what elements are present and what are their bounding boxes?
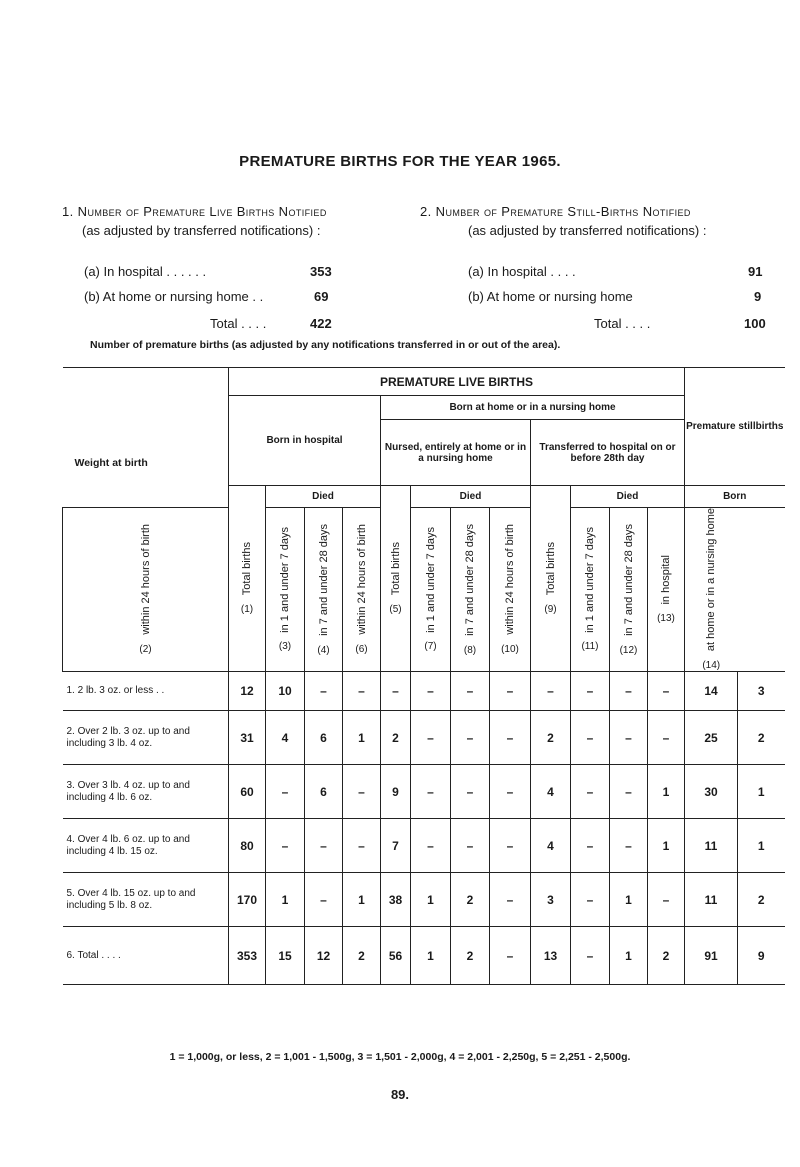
value-cell: – (610, 711, 648, 765)
value-cell: – (305, 819, 343, 873)
value-cell: 1 (343, 873, 381, 927)
value-cell: 1 (411, 927, 451, 985)
value-cell: 3 (531, 873, 571, 927)
value-cell: 9 (738, 927, 785, 985)
section1-heading: 1. Number of Premature Live Births Notified (62, 204, 327, 219)
value-cell: 170 (229, 873, 266, 927)
col-2-header: within 24 hours of birth (2) (63, 508, 229, 672)
value-cell: 15 (266, 927, 305, 985)
value-cell: – (305, 873, 343, 927)
s1-a-value: 353 (310, 264, 332, 279)
value-cell: – (381, 672, 411, 711)
premature-births-table (62, 367, 785, 985)
table-row (63, 765, 785, 819)
value-cell: – (411, 765, 451, 819)
died-header-2: Died (411, 486, 531, 508)
s2-a-value: 91 (748, 264, 763, 279)
value-cell: 4 (266, 711, 305, 765)
weight-cell: 1. 2 lb. 3 oz. or less . . (63, 672, 229, 711)
value-cell: 2 (451, 927, 490, 985)
value-cell: – (411, 819, 451, 873)
value-cell: 7 (381, 819, 411, 873)
s2-total-value: 100 (744, 316, 766, 331)
value-cell: 14 (685, 672, 738, 711)
s2-b-value: 9 (754, 289, 762, 304)
value-cell: 1 (343, 711, 381, 765)
value-cell: 31 (229, 711, 266, 765)
page-number: 89. (390, 1087, 410, 1102)
live-births-header: PREMATURE LIVE BIRTHS (229, 368, 685, 396)
value-cell: 1 (648, 819, 685, 873)
value-cell: 13 (531, 927, 571, 985)
value-cell: – (266, 765, 305, 819)
value-cell: – (411, 711, 451, 765)
value-cell: 3 (738, 672, 785, 711)
section1-sub: (as adjusted by transferred notifications) : (82, 223, 321, 238)
value-cell: 11 (685, 873, 738, 927)
born-hospital-header: Born in hospital (229, 396, 381, 486)
value-cell: 2 (648, 927, 685, 985)
value-cell: – (571, 765, 610, 819)
value-cell: – (490, 711, 531, 765)
col-5-header: Total births (5) (381, 486, 411, 672)
value-cell: 6 (305, 711, 343, 765)
value-cell: – (490, 819, 531, 873)
value-cell: – (451, 819, 490, 873)
value-cell: – (490, 927, 531, 985)
value-cell: 1 (738, 765, 785, 819)
value-cell: 1 (738, 819, 785, 873)
value-cell: 60 (229, 765, 266, 819)
weight-header: Weight at birth (74, 456, 148, 469)
value-cell: – (343, 765, 381, 819)
value-cell: – (571, 819, 610, 873)
value-cell: 2 (531, 711, 571, 765)
col-7-header: in 1 and under 7 days (7) (411, 508, 451, 672)
value-cell: – (305, 672, 343, 711)
value-cell: 1 (648, 765, 685, 819)
table-row (63, 819, 785, 873)
s2-b-label: (b) At home or nursing home (468, 289, 633, 304)
s1-a-label: (a) In hospital . . . . . . (84, 264, 207, 279)
value-cell: – (490, 873, 531, 927)
value-cell: 6 (305, 765, 343, 819)
value-cell: 2 (738, 873, 785, 927)
value-cell: 4 (531, 765, 571, 819)
col-6-header: within 24 hours of birth (6) (343, 508, 381, 672)
value-cell: 25 (685, 711, 738, 765)
value-cell: – (411, 672, 451, 711)
col-11-header: in 1 and under 7 days (11) (571, 508, 610, 672)
table-row (63, 711, 785, 765)
value-cell: 2 (738, 711, 785, 765)
value-cell: – (648, 672, 685, 711)
value-cell: – (343, 819, 381, 873)
value-cell: 1 (610, 873, 648, 927)
value-cell: – (571, 873, 610, 927)
table-row (63, 873, 785, 927)
s2-total-label: Total . . . . (594, 316, 651, 331)
born-header: Born (685, 486, 785, 508)
value-cell: 56 (381, 927, 411, 985)
died-header-3: Died (571, 486, 685, 508)
value-cell: – (451, 672, 490, 711)
value-cell: – (490, 672, 531, 711)
value-cell: – (531, 672, 571, 711)
value-cell: 38 (381, 873, 411, 927)
value-cell: – (610, 819, 648, 873)
value-cell: – (610, 672, 648, 711)
stillbirths-header: Premature stillbirths (685, 368, 785, 486)
value-cell: 1 (411, 873, 451, 927)
value-cell: – (571, 927, 610, 985)
value-cell: – (490, 765, 531, 819)
s1-b-value: 69 (314, 289, 329, 304)
value-cell: – (648, 873, 685, 927)
section-live-births (62, 202, 442, 240)
died-header-1: Died (266, 486, 381, 508)
s1-total-value: 422 (310, 316, 332, 331)
col-14-header: at home or in a nursing home (14) (685, 508, 738, 672)
weight-cell: 5. Over 4 lb. 15 oz. up to and including 5 lb. 8 oz. (63, 873, 229, 927)
value-cell: 9 (381, 765, 411, 819)
footnote: 1 = 1,000g, or less, 2 = 1,001 - 1,500g, 3 = 1,501 - 2,000g, 4 = 2,001 - 2,250g, 5 = 2,251 - 2,500g. (169, 1051, 631, 1063)
page-title: PREMATURE BIRTHS FOR THE YEAR 1965. (239, 153, 561, 170)
col-10-header: within 24 hours of birth (10) (490, 508, 531, 672)
value-cell: – (648, 711, 685, 765)
value-cell: 80 (229, 819, 266, 873)
transferred-header: Transferred to hospital on or before 28th day (531, 420, 685, 486)
col-9-header: Total births (9) (531, 486, 571, 672)
col-4-header: in 7 and under 28 days (4) (305, 508, 343, 672)
value-cell: 12 (229, 672, 266, 711)
weight-header-cell (63, 368, 229, 508)
table-note: Number of premature births (as adjusted by any notifications transferred in or out of the area). (90, 339, 561, 351)
value-cell: – (571, 711, 610, 765)
col-3-header: in 1 and under 7 days (3) (266, 508, 305, 672)
weight-cell: 2. Over 2 lb. 3 oz. up to and including 3 lb. 4 oz. (63, 711, 229, 765)
value-cell: 30 (685, 765, 738, 819)
value-cell: 91 (685, 927, 738, 985)
col-8-header: in 7 and under 28 days (8) (451, 508, 490, 672)
s1-b-label: (b) At home or nursing home . . (84, 289, 264, 304)
s2-a-label: (a) In hospital . . . . (468, 264, 576, 279)
value-cell: 1 (610, 927, 648, 985)
value-cell: – (610, 765, 648, 819)
weight-cell: 4. Over 4 lb. 6 oz. up to and including 4 lb. 15 oz. (63, 819, 229, 873)
value-cell: 12 (305, 927, 343, 985)
value-cell: 4 (531, 819, 571, 873)
weight-cell: 6. Total . . . . (63, 927, 229, 985)
value-cell: 11 (685, 819, 738, 873)
value-cell: 2 (343, 927, 381, 985)
value-cell: – (571, 672, 610, 711)
value-cell: 10 (266, 672, 305, 711)
value-cell: 353 (229, 927, 266, 985)
section2-sub: (as adjusted by transferred notifications) : (468, 223, 707, 238)
value-cell: 1 (266, 873, 305, 927)
section-still-births (420, 202, 790, 240)
value-cell: – (266, 819, 305, 873)
table-body (63, 672, 785, 985)
table-row (63, 927, 785, 985)
col-13-header: in hospital (13) (648, 508, 685, 672)
value-cell: 2 (381, 711, 411, 765)
value-cell: – (451, 765, 490, 819)
table-row (63, 672, 785, 711)
nursed-home-header: Nursed, entirely at home or in a nursing home (381, 420, 531, 486)
weight-cell: 3. Over 3 lb. 4 oz. up to and including 4 lb. 6 oz. (63, 765, 229, 819)
section2-heading: 2. Number of Premature Still-Births Notified (420, 204, 691, 219)
s1-total-label: Total . . . . (210, 316, 267, 331)
born-home-header: Born at home or in a nursing home (381, 396, 685, 420)
col-1-header: Total births (1) (229, 486, 266, 672)
value-cell: 2 (451, 873, 490, 927)
col-12-header: in 7 and under 28 days (12) (610, 508, 648, 672)
value-cell: – (343, 672, 381, 711)
value-cell: – (451, 711, 490, 765)
